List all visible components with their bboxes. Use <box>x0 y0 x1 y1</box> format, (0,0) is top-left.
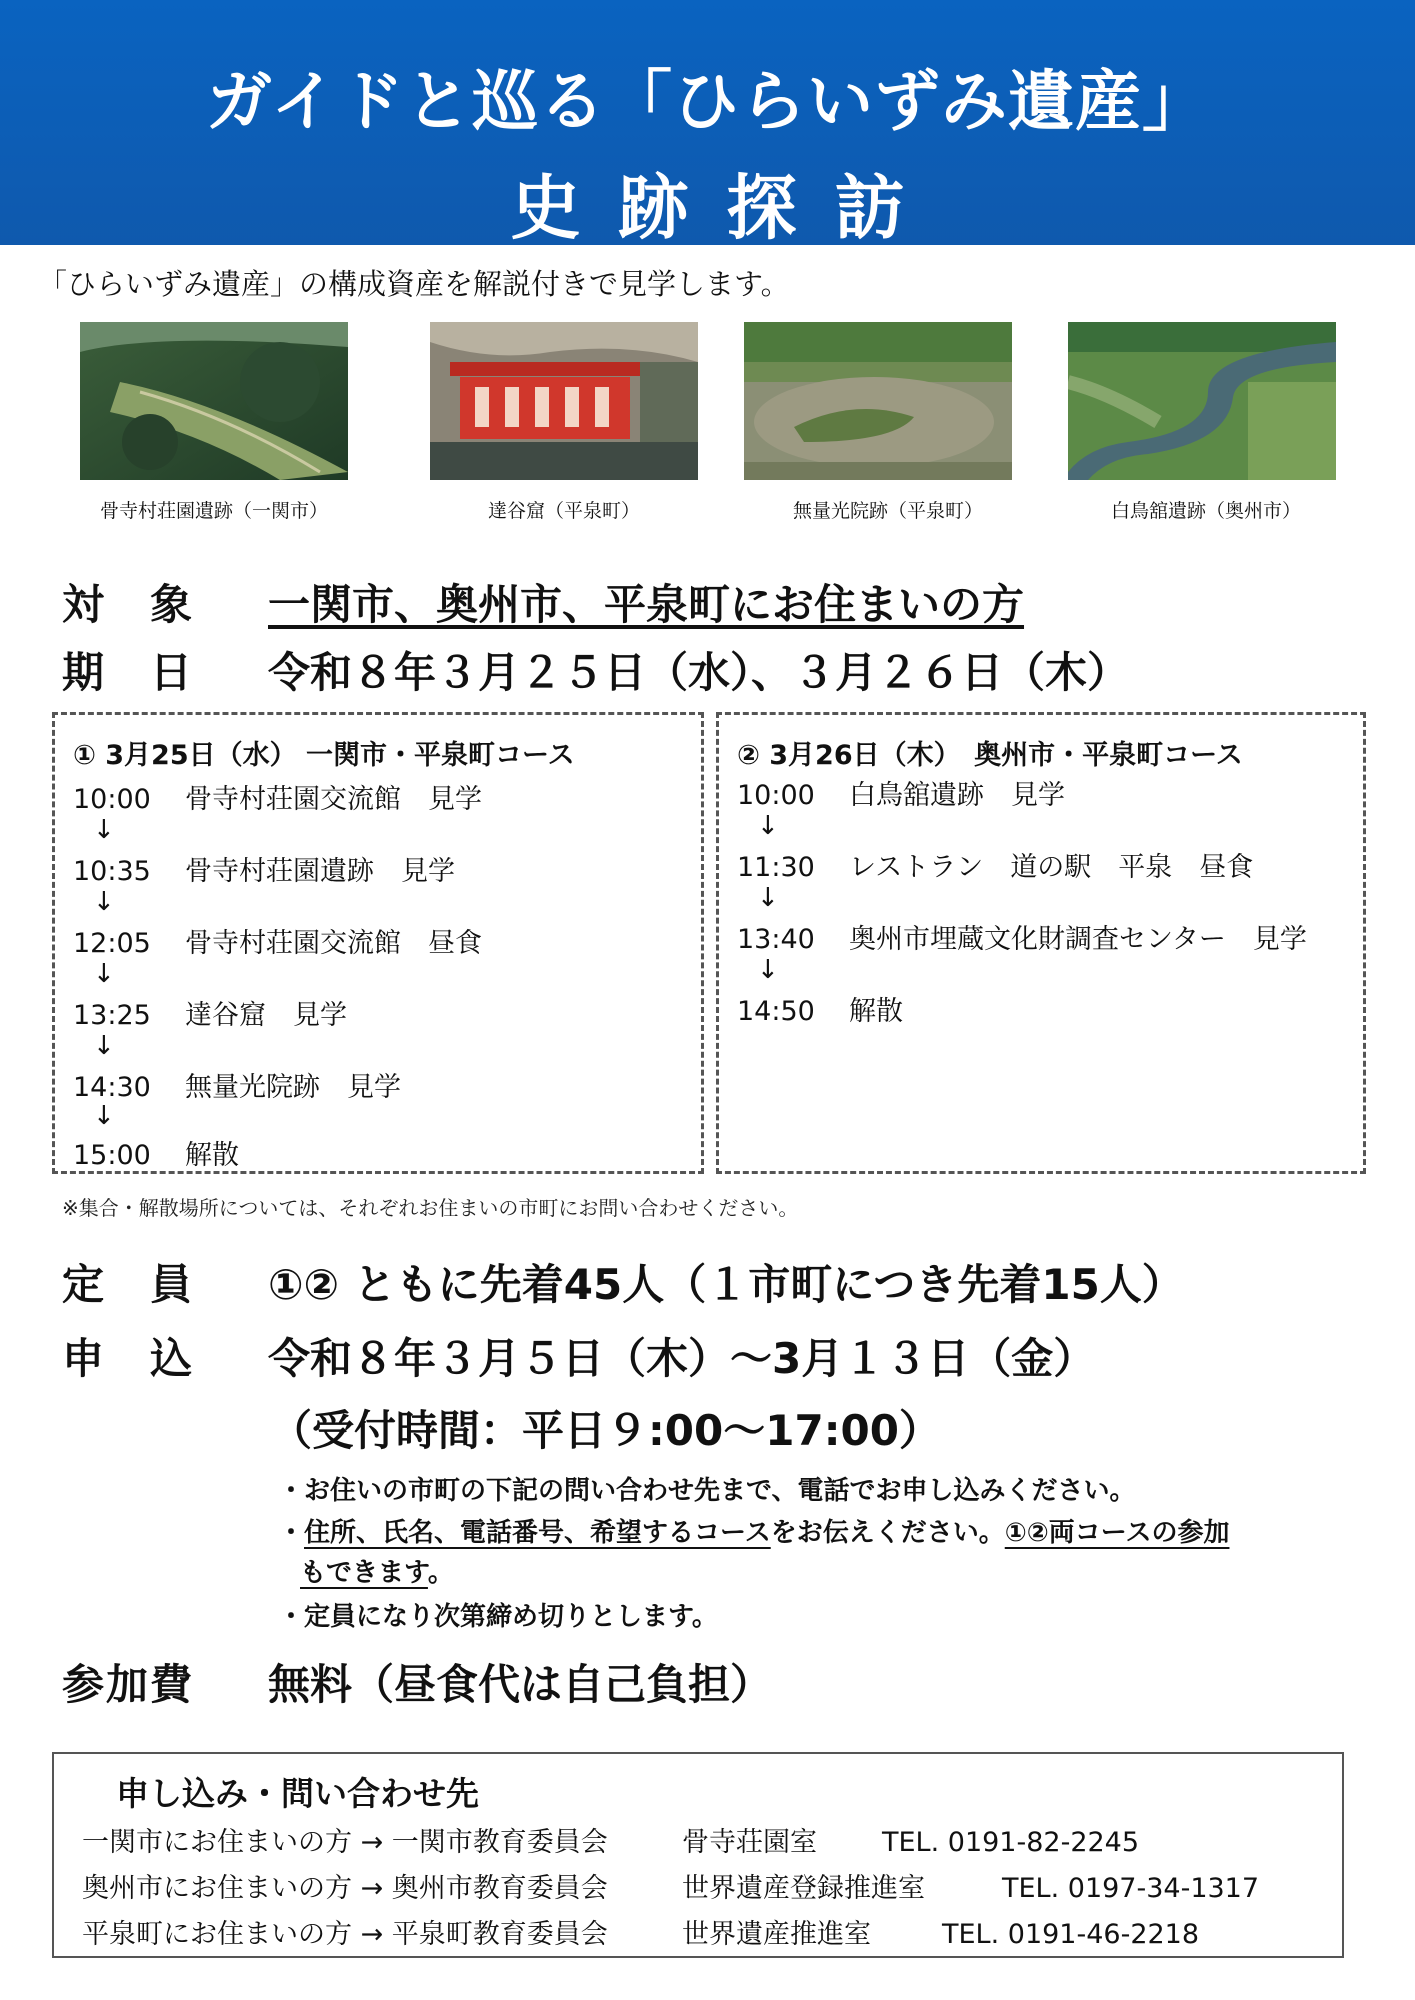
arrow-icon: ↓ <box>93 1101 115 1131</box>
photo-shiratori-tate <box>1068 322 1336 480</box>
target-label: 対 象 <box>62 580 195 629</box>
arrow-icon: ↓ <box>757 811 779 841</box>
application-period: 令和８年３月５日（木）～3月１３日（金） <box>268 1334 1096 1383</box>
fee-label: 参加費 <box>62 1660 195 1709</box>
course-1-item: 14:30 無量光院跡 見学 <box>73 1072 401 1103</box>
arrow-icon: ↓ <box>93 815 115 845</box>
arrow-icon: ↓ <box>93 959 115 989</box>
application-hours: （受付時間：平日９:00～17:00） <box>270 1406 941 1455</box>
photo-caption-1: 骨寺村荘園遺跡（一関市） <box>99 500 328 522</box>
photo-caption-4: 白鳥舘遺跡（奥州市） <box>1110 500 1301 522</box>
course-1-item: 10:35 骨寺村荘園遺跡 見学 <box>73 856 455 887</box>
course-2-item: 14:50 解散 <box>737 996 903 1027</box>
contact-row: 奥州市にお住まいの方 → 奥州市教育委員会 世界遺産登録推進室 TEL. 0197-34-1317 <box>82 1873 1260 1904</box>
contact-box <box>52 1752 1344 1958</box>
course-2-title: ② 3月26日（木） 奥州市・平泉町コース <box>737 740 1243 771</box>
meeting-place-note: ※集合・解散場所については、それぞれお住まいの市町にお問い合わせください。 <box>62 1196 799 1220</box>
application-bullet-3: ・定員になり次第締め切りとします。 <box>278 1602 718 1632</box>
application-bullet-1: ・お住いの市町の下記の問い合わせ先まで、電話でお申し込みください。 <box>278 1476 1136 1506</box>
title-banner <box>0 0 1415 249</box>
application-label: 申 込 <box>62 1334 195 1383</box>
arrow-icon: ↓ <box>93 887 115 917</box>
photo-caption-2: 達谷窟（平泉町） <box>487 500 640 522</box>
photo-muryoko-in <box>744 322 1012 480</box>
course-1-box <box>52 712 704 1174</box>
target-value: 一関市、奥州市、平泉町にお住まいの方 <box>268 580 1025 629</box>
capacity-label: 定 員 <box>62 1260 195 1309</box>
fee-value: 無料（昼食代は自己負担） <box>268 1660 773 1709</box>
capacity-value: ①② ともに先着45人（１市町につき先着15人） <box>268 1260 1184 1309</box>
arrow-icon: ↓ <box>93 1031 115 1061</box>
photo-takkoku <box>430 322 698 480</box>
course-1-item: 10:00 骨寺村荘園交流館 見学 <box>73 784 482 815</box>
application-bullet-2: ・住所、氏名、電話番号、希望するコースをお伝えください。①②両コースの参加 <box>278 1518 1230 1548</box>
course-1-item: 12:05 骨寺村荘園交流館 昼食 <box>73 928 482 959</box>
arrow-icon: ↓ <box>757 955 779 985</box>
title-line-2: 史跡探訪 <box>510 167 943 249</box>
course-2-item: 11:30 レストラン 道の駅 平泉 昼食 <box>737 852 1254 883</box>
intro-text: 「ひらいずみ遺産」の構成資産を解説付きで見学します。 <box>38 267 790 301</box>
contact-row: 一関市にお住まいの方 → 一関市教育委員会 骨寺荘園室 TEL. 0191-82-2245 <box>82 1827 1140 1858</box>
contact-title: 申し込み・問い合わせ先 <box>116 1774 479 1813</box>
course-1-title: ① 3月25日（水） 一関市・平泉町コース <box>73 740 575 771</box>
course-1-item: 15:00 解散 <box>73 1140 239 1171</box>
course-1-item: 13:25 達谷窟 見学 <box>73 1000 347 1031</box>
photo-hone-dera <box>80 322 348 480</box>
arrow-icon: ↓ <box>757 883 779 913</box>
photo-caption-3: 無量光院跡（平泉町） <box>792 500 983 522</box>
title-line-1: ガイドと巡る「ひらいずみ遺産」 <box>205 63 1210 140</box>
date-label: 期 日 <box>62 648 195 697</box>
course-2-item: 13:40 奥州市埋蔵文化財調査センター 見学 <box>737 924 1307 955</box>
course-2-box <box>716 712 1366 1174</box>
course-2-item: 10:00 白鳥舘遺跡 見学 <box>737 780 1065 811</box>
contact-row: 平泉町にお住まいの方 → 平泉町教育委員会 世界遺産推進室 TEL. 0191-46-2218 <box>82 1919 1200 1950</box>
application-bullet-2-cont: もできます。 <box>300 1558 454 1588</box>
date-value: 令和８年３月２５日（水）、３月２６日（木） <box>268 648 1130 697</box>
